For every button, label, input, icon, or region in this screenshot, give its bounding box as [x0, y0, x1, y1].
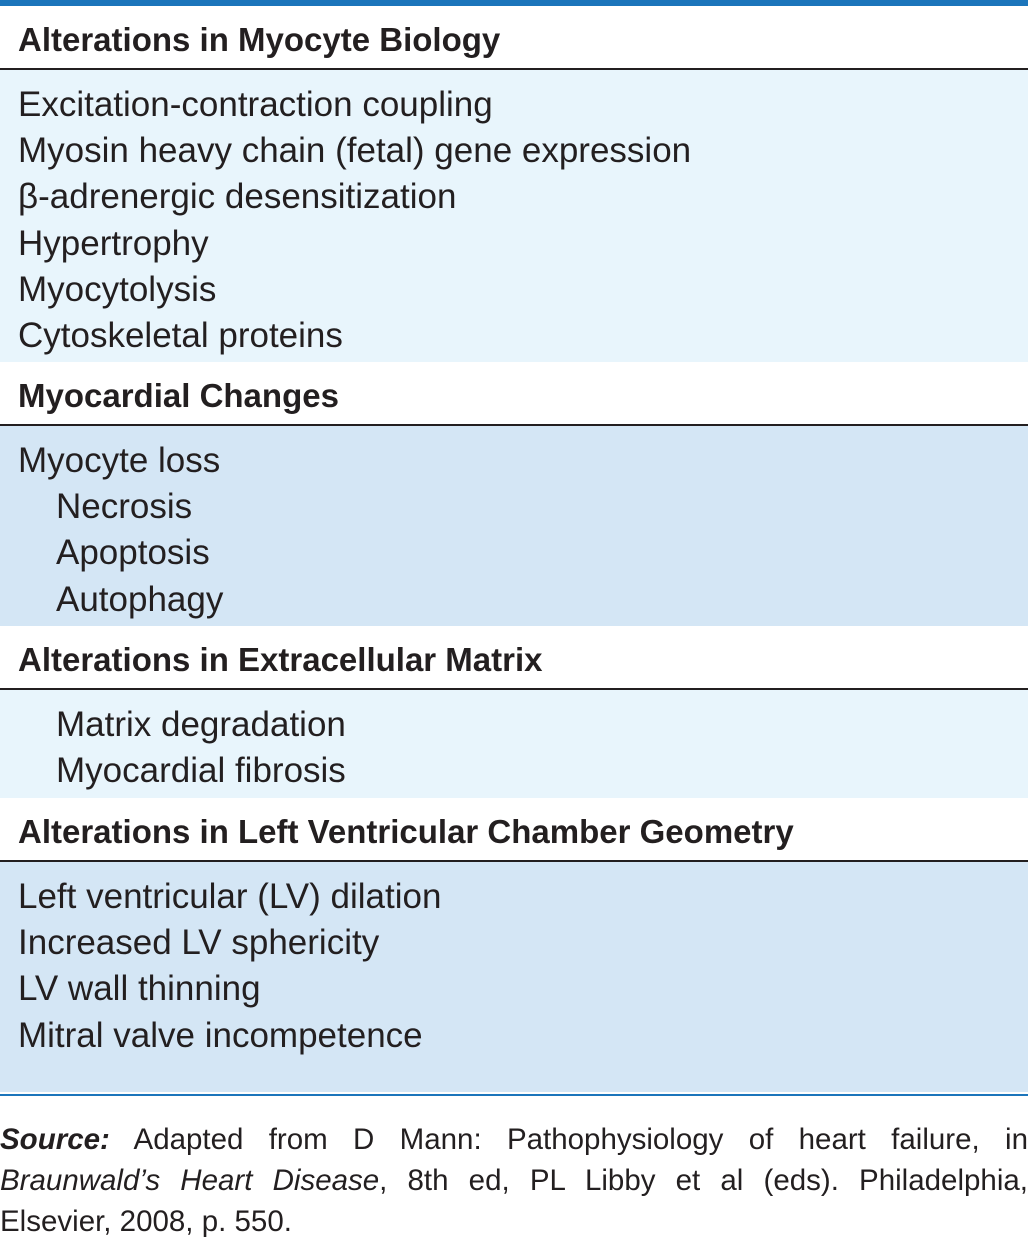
section-body-myocyte-biology	[0, 70, 1028, 362]
list-subitem: Autophagy	[56, 579, 224, 619]
source-line-3: Elsevier, 2008, p. 550.	[0, 1205, 292, 1238]
list-item: Excitation-contraction coupling	[18, 85, 493, 124]
list-item: LV wall thinning	[18, 969, 261, 1009]
section-body-extracellular-matrix	[0, 690, 1028, 798]
list-subitem: Apoptosis	[56, 533, 210, 573]
list-item: Left ventricular (LV) dilation	[18, 877, 442, 916]
section-header-myocardial-changes: Myocardial Changes	[0, 362, 1028, 426]
source-note	[0, 1119, 1028, 1242]
source-line-2	[0, 1160, 1028, 1201]
remodeling-table	[0, 6, 1028, 1092]
list-item: Increased LV sphericity	[18, 923, 380, 963]
section-body-lv-geometry	[0, 862, 1028, 1092]
source-book-title: Braunwald’s Heart Disease	[0, 1164, 380, 1197]
section-header-lv-geometry: Alterations in Left Ventricular Chamber Geometry	[0, 798, 1028, 862]
list-subitem: Matrix degradation	[56, 705, 346, 744]
source-text-2: , 8th ed, PL Libby et al (eds). Philadelphia,	[379, 1164, 1028, 1197]
list-item: β-adrenergic desensitization	[18, 177, 457, 217]
section-header-myocyte-biology: Alterations in Myocyte Biology	[0, 6, 1028, 70]
list-item: Myocyte loss	[18, 441, 221, 480]
section-header-extracellular-matrix: Alterations in Extracellular Matrix	[0, 626, 1028, 690]
source-line-1	[0, 1119, 1028, 1160]
list-subitem: Myocardial fibrosis	[56, 751, 346, 791]
list-item: Hypertrophy	[18, 223, 209, 263]
list-item: Mitral valve incompetence	[18, 1015, 423, 1055]
list-item: Myosin heavy chain (fetal) gene expression	[18, 131, 692, 171]
source-label: Source:	[0, 1123, 110, 1156]
source-text-1: Adapted from D Mann: Pathophysiology of heart failure, in	[109, 1123, 1028, 1156]
list-item: Myocytolysis	[18, 269, 217, 309]
list-item: Cytoskeletal proteins	[18, 316, 343, 356]
section-body-myocardial-changes	[0, 426, 1028, 626]
list-subitem: Necrosis	[56, 487, 193, 527]
bottom-rule	[0, 1094, 1028, 1096]
